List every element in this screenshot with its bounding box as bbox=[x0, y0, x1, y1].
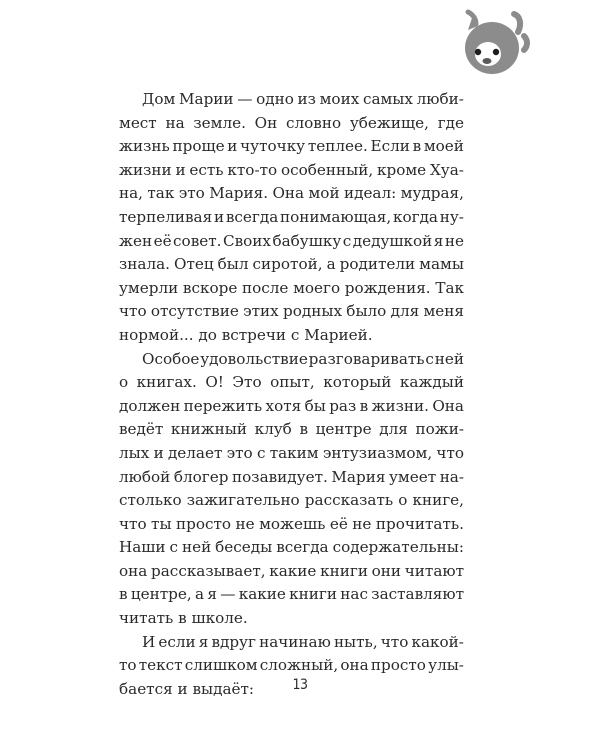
koala-mascot-icon bbox=[458, 6, 530, 78]
text-line: жизни и есть кто-то особенный, кроме Хуа- bbox=[119, 160, 464, 179]
text-line: на, так это Мария. Она мой идеал: мудрая, bbox=[119, 184, 464, 203]
text-line: она рассказывает, какие книги они читают bbox=[119, 561, 464, 580]
text-line: должен пережить хотя бы раз в жизни. Она bbox=[119, 396, 464, 415]
text-line: столько зажигательно рассказать о книге, bbox=[119, 491, 464, 510]
text-line: умерли вскоре после моего рождения. Так bbox=[119, 278, 464, 297]
text-line: Дом Марии — одно из моих самых люби- bbox=[142, 90, 464, 108]
text-line: жен её совет. Своих бабушку с дедушкой я не bbox=[119, 231, 464, 250]
text-line: любой блогер позавидует. Мария умеет на- bbox=[119, 467, 464, 486]
text-line: Особое удовольствие разговаривать с ней bbox=[142, 349, 464, 368]
text-line: И если я вдруг начинаю ныть, что какой- bbox=[142, 632, 464, 651]
text-line: жизнь проще и чуточку теплее. Если в моей bbox=[119, 137, 464, 156]
text-line: в центре, а я — какие книги нас заставляют bbox=[119, 585, 464, 604]
text-line: лых и делает это с таким энтузиазмом, что bbox=[119, 443, 464, 462]
text-line: Наши с ней беседы всегда содержательны: bbox=[119, 538, 464, 557]
text-line: то текст слишком сложный, она просто улы- bbox=[119, 656, 464, 675]
text-line: знала. Отец был сиротой, а родители мамы bbox=[119, 255, 464, 274]
text-line: ведёт книжный клуб в центре для пожи- bbox=[119, 420, 464, 439]
text-line: терпеливая и всегда понимающая, когда ну- bbox=[119, 207, 464, 226]
text-line: мест на земле. Он словно убежище, где bbox=[119, 113, 464, 132]
text-line: что ты просто не можешь её не прочитать. bbox=[119, 514, 464, 533]
text-line: читать в школе. bbox=[119, 609, 248, 628]
text-line: о книгах. О! Это опыт, который каждый bbox=[119, 373, 464, 392]
main-text bbox=[119, 88, 464, 701]
text-line: нормой... до встречи с Марией. bbox=[119, 325, 373, 344]
text-line: бается и выдаёт: bbox=[119, 679, 255, 698]
page-number: 13 bbox=[292, 677, 308, 693]
text-line: что отсутствие этих родных было для меня bbox=[119, 302, 464, 321]
